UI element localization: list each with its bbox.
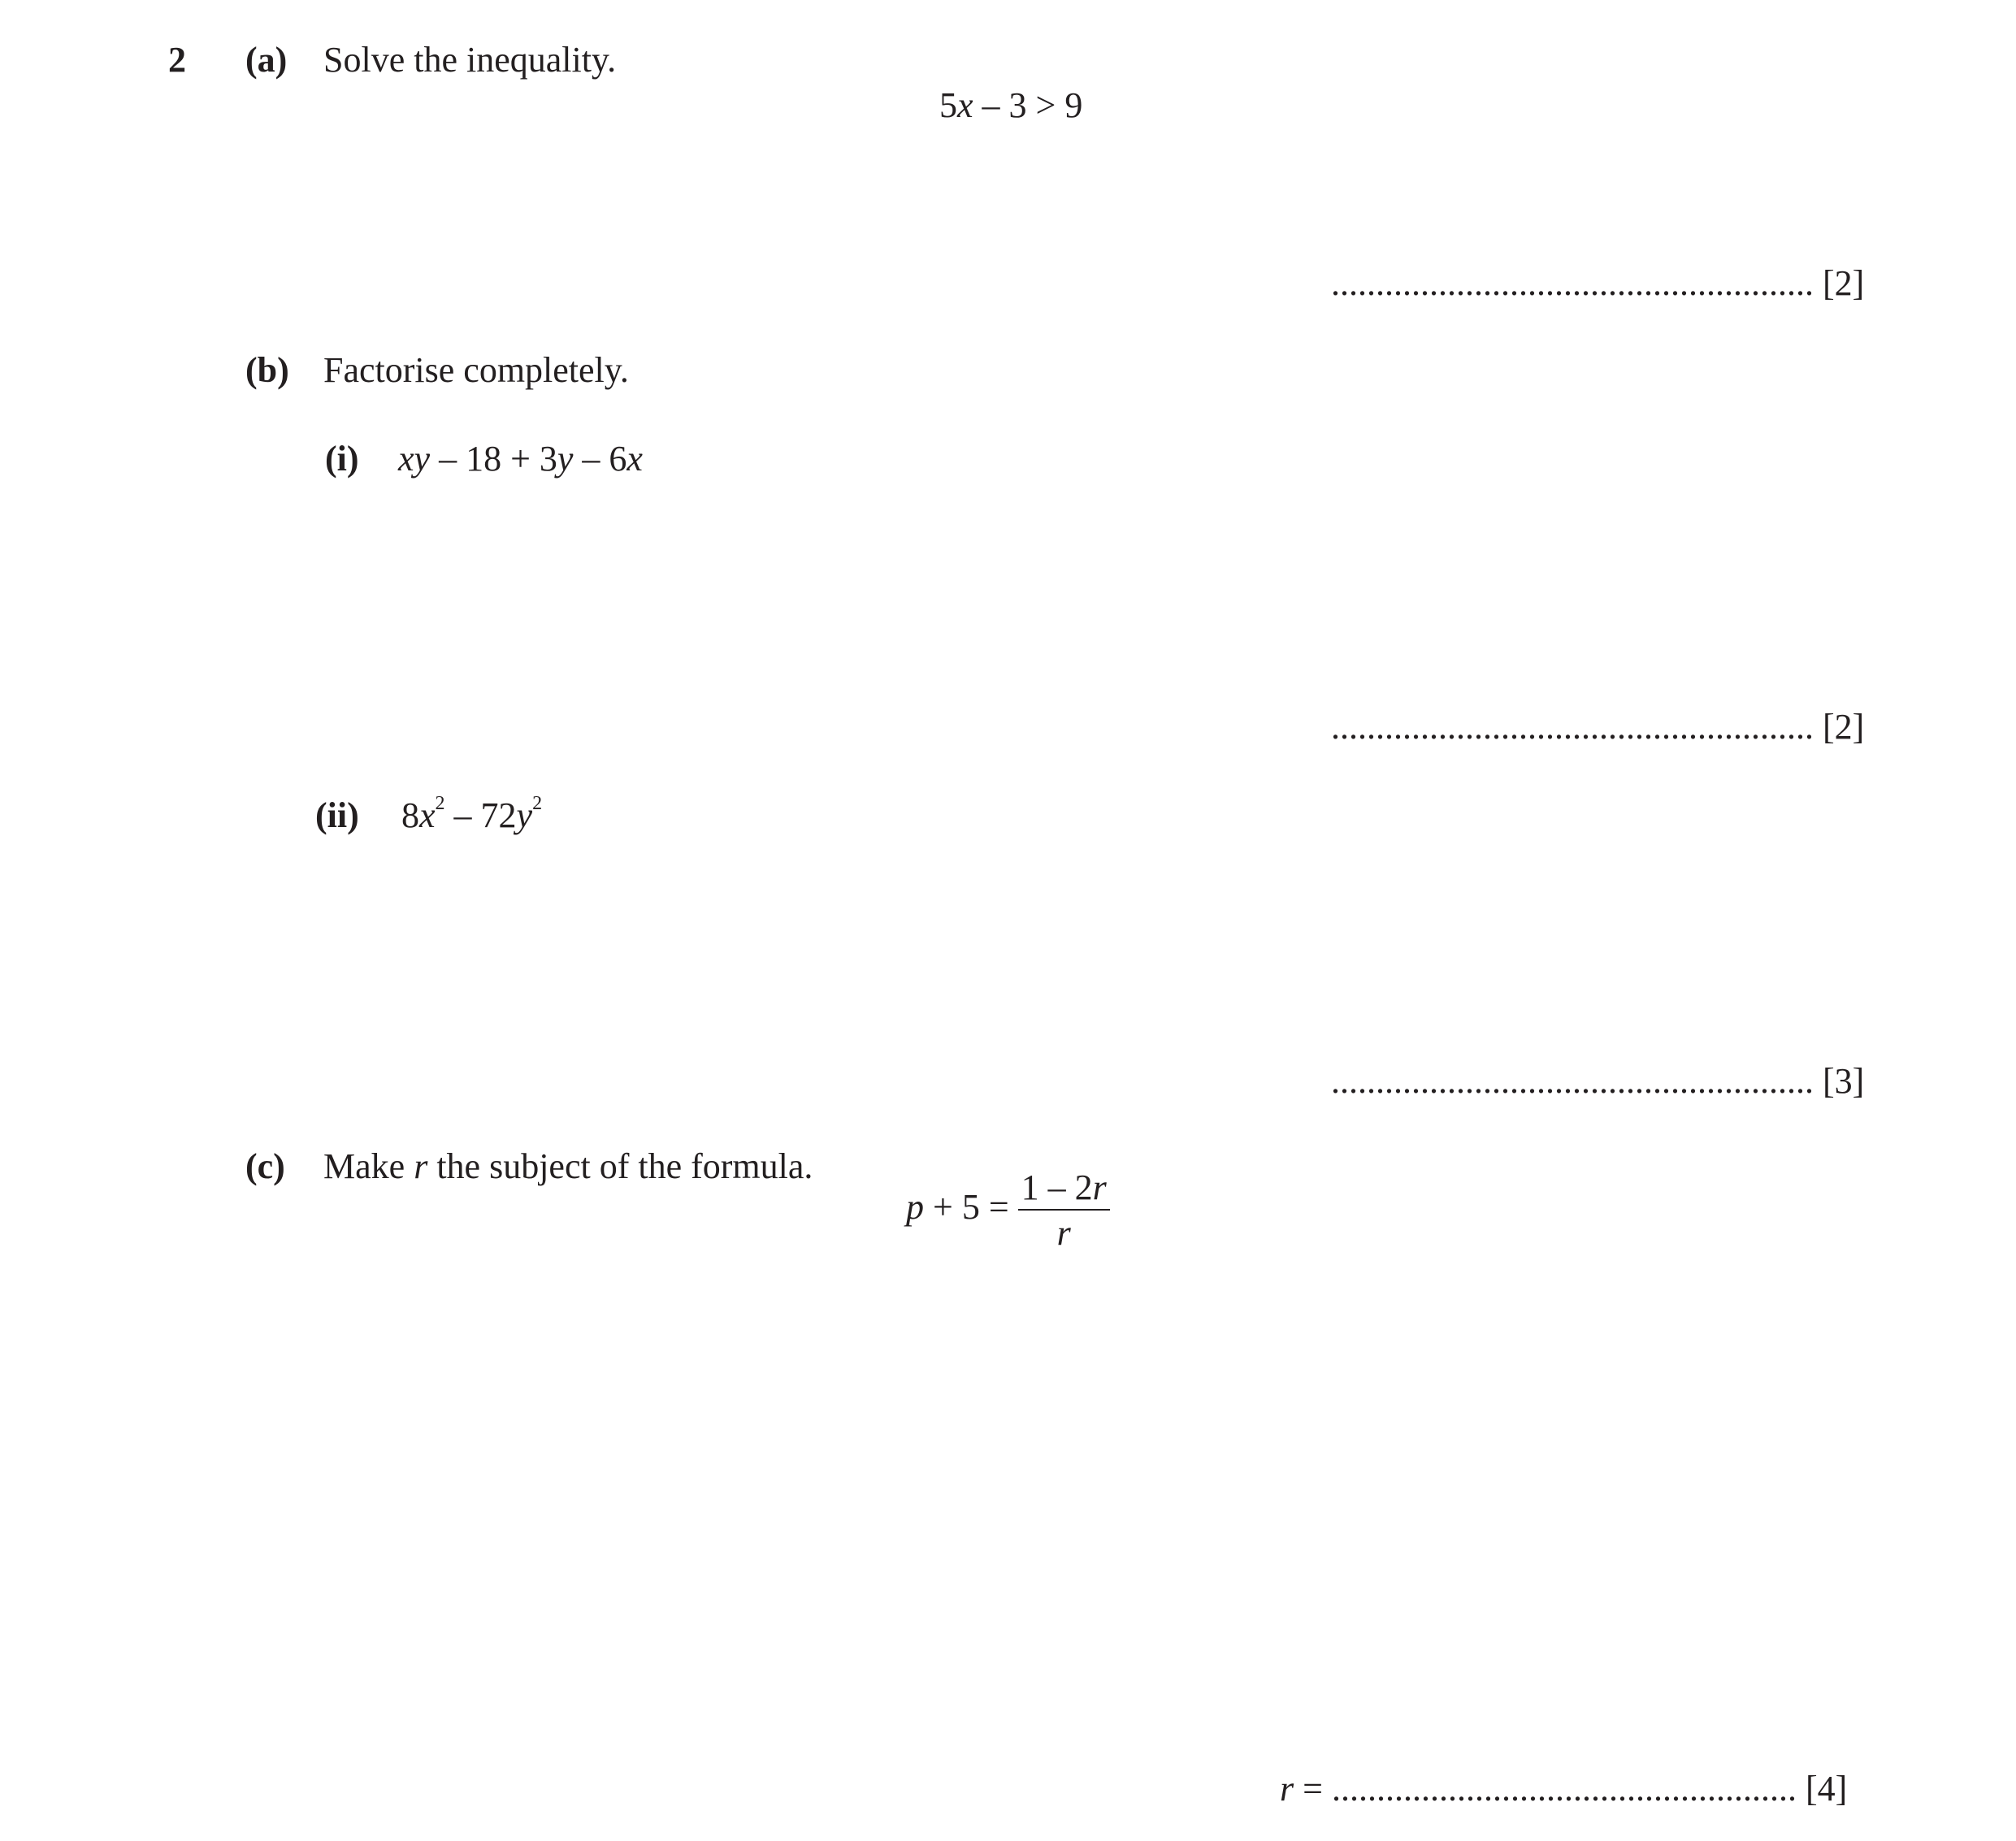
part-c-lhs-var: p	[906, 1187, 924, 1228]
part-a-rest: – 3 > 9	[973, 85, 1083, 125]
part-b-label: (b)	[245, 350, 289, 390]
part-b-ii-coef: 8	[401, 795, 419, 835]
part-a-instruction: Solve the inequality.	[323, 40, 617, 80]
part-b-ii-answer-line[interactable]	[1331, 1063, 1864, 1099]
part-b-ii-answer-dots: ......................................................	[1331, 1061, 1814, 1101]
part-c-num-pre: 1 – 2	[1021, 1167, 1093, 1207]
part-c-instruction-pre: Make	[323, 1146, 414, 1186]
part-b-i-marks: [2]	[1823, 707, 1865, 747]
part-c-numerator	[1018, 1167, 1110, 1211]
part-c-formula	[906, 1167, 1110, 1253]
part-c-answer-var: r	[1280, 1769, 1294, 1809]
part-b-ii-power-2: 2	[532, 793, 543, 814]
part-c-answer-line[interactable]	[1280, 1771, 1847, 1807]
part-c-denominator: r	[1056, 1213, 1071, 1253]
part-a-label: (a)	[245, 40, 288, 80]
part-c-answer-equals: =	[1294, 1769, 1332, 1809]
part-b-ii-marks: [3]	[1823, 1061, 1865, 1101]
part-a-answer-line[interactable]	[1331, 263, 1865, 303]
part-b-i-answer-line[interactable]	[1331, 709, 1864, 745]
part-b-i-t1: – 18 + 3	[430, 439, 557, 479]
part-c-marks: [4]	[1805, 1769, 1848, 1809]
part-b-i-t2: – 6	[573, 439, 627, 479]
part-b-i-x: x	[626, 439, 643, 479]
part-c-num-var: r	[1092, 1167, 1107, 1207]
part-b-i-y: y	[557, 439, 574, 479]
part-a-var-x: x	[957, 85, 973, 125]
part-b-ii-y: y	[516, 795, 533, 835]
part-b-ii-power-1: 2	[435, 793, 445, 814]
part-a-marks: [2]	[1823, 263, 1865, 303]
part-b-i-label: (i)	[325, 439, 359, 479]
part-b-i-answer-dots: ......................................................	[1331, 707, 1814, 747]
part-b-i-xy: xy	[398, 439, 431, 479]
part-b-instruction: Factorise completely.	[323, 350, 629, 390]
part-b-ii-expression	[401, 793, 543, 835]
part-c-label: (c)	[245, 1146, 285, 1186]
part-c-lhs-rest: + 5 =	[924, 1187, 1018, 1228]
part-c-instruction-post: the subject of the formula.	[427, 1146, 813, 1186]
part-c-instruction	[323, 1146, 813, 1186]
part-b-ii-label: (ii)	[315, 795, 359, 835]
part-b-i-expression	[398, 441, 643, 477]
part-a-coef: 5	[939, 85, 957, 125]
part-a-answer-dots: ......................................................	[1331, 263, 1814, 303]
part-c-fraction	[1018, 1167, 1110, 1253]
part-b-ii-x: x	[419, 795, 436, 835]
question-number: 2	[168, 40, 186, 80]
part-c-instruction-var: r	[414, 1146, 428, 1186]
part-b-ii-t1: – 72	[444, 795, 517, 835]
part-c-answer-dots: ....................................................	[1331, 1769, 1797, 1809]
part-a-inequality	[939, 85, 1083, 125]
